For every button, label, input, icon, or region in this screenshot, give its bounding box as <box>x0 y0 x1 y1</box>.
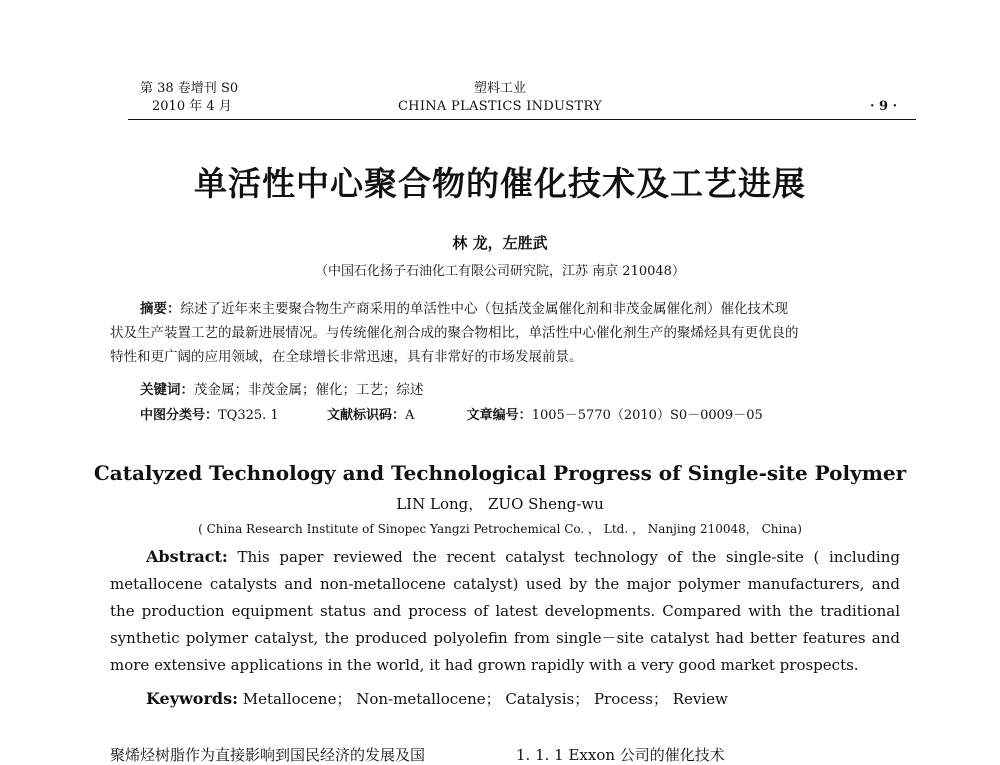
article-number-label: 文章编号： <box>466 408 532 423</box>
keywords-en-label: Keywords: <box>146 689 239 708</box>
abstract-en-label: Abstract: <box>146 547 228 566</box>
abstract-cn-line: 特性和更广阔的应用领域，在全球增长非常迅速，具有非常好的市场发展前景。 <box>110 349 583 365</box>
keywords-en-text: Metallocene； Non-metallocene； Catalysis； Process； Review <box>242 690 728 708</box>
affiliation-cn: （中国石化扬子石油化工有限公司研究院，江苏 南京 210048） <box>315 264 685 279</box>
header-rule <box>128 119 916 120</box>
abstract-cn-label: 摘要： <box>140 301 181 317</box>
affiliation-en: ( China Research Institute of Sinopec Yangzi Petrochemical Co. ， Ltd. ， Nanjing 210048， China) <box>198 522 802 536</box>
abstract-en <box>110 543 900 679</box>
section-heading-1-1-1: 1. 1. 1 Exxon 公司的催化技术 <box>516 746 725 764</box>
body-col1-text: 聚烯烃树脂作为直接影响到国民经济的发展及国 <box>110 746 426 764</box>
authors-cn: 林 龙，左胜武 <box>452 234 548 252</box>
journal-name-cn: 塑料工业 <box>473 81 526 96</box>
article-number: 1005－5770（2010）S0－0009－05 <box>531 408 763 423</box>
clc-code: TQ325. 1 <box>218 408 279 423</box>
abstract-en-text: This paper reviewed the recent catalyst technology of the single-site ( including metallocene catalysts and non-metallocene catalyst) used by the major polymer manufacturers, and the production equipment status and process of latest developments. Compared with the traditional synthetic polymer catalyst, the produced polyolefin from single－site catalyst had better features and more extensive applications in the world, it had grown rapidly with a very good market prospects. <box>110 548 900 674</box>
doc-code: A <box>405 408 415 423</box>
keywords-cn-text: 茂金属；非茂金属；催化；工艺；综述 <box>194 382 424 398</box>
doc-code-label: 文献标识码： <box>326 408 405 423</box>
paper-title-en: Catalyzed Technology and Technological Progress of Single-site Polymer <box>93 461 907 485</box>
classification-line <box>140 404 900 428</box>
keywords-cn-label: 关键词： <box>140 382 194 398</box>
volume-info: 第 38 卷增刊 S0 <box>140 81 239 96</box>
keywords-cn <box>140 378 900 402</box>
journal-name-en: CHINA PLASTICS INDUSTRY <box>397 99 603 114</box>
page-number: · 9 · <box>870 99 898 114</box>
authors-en: LIN Long， ZUO Sheng-wu <box>396 495 604 513</box>
keywords-en <box>110 685 900 713</box>
abstract-cn-line: 综述了近年来主要聚合物生产商采用的单活性中心（包括茂金属催化剂和非茂金属催化剂）催化技术现 <box>180 301 788 317</box>
paper-title-cn: 单活性中心聚合物的催化技术及工艺进展 <box>194 164 806 203</box>
issue-date: 2010 年 4 月 <box>152 99 232 114</box>
abstract-cn <box>110 297 900 369</box>
abstract-cn-line: 状及生产装置工艺的最新进展情况。与传统催化剂合成的聚合物相比，单活性中心催化剂生产的聚烯烃具有更优良的 <box>110 325 799 341</box>
clc-label: 中图分类号： <box>140 408 219 423</box>
